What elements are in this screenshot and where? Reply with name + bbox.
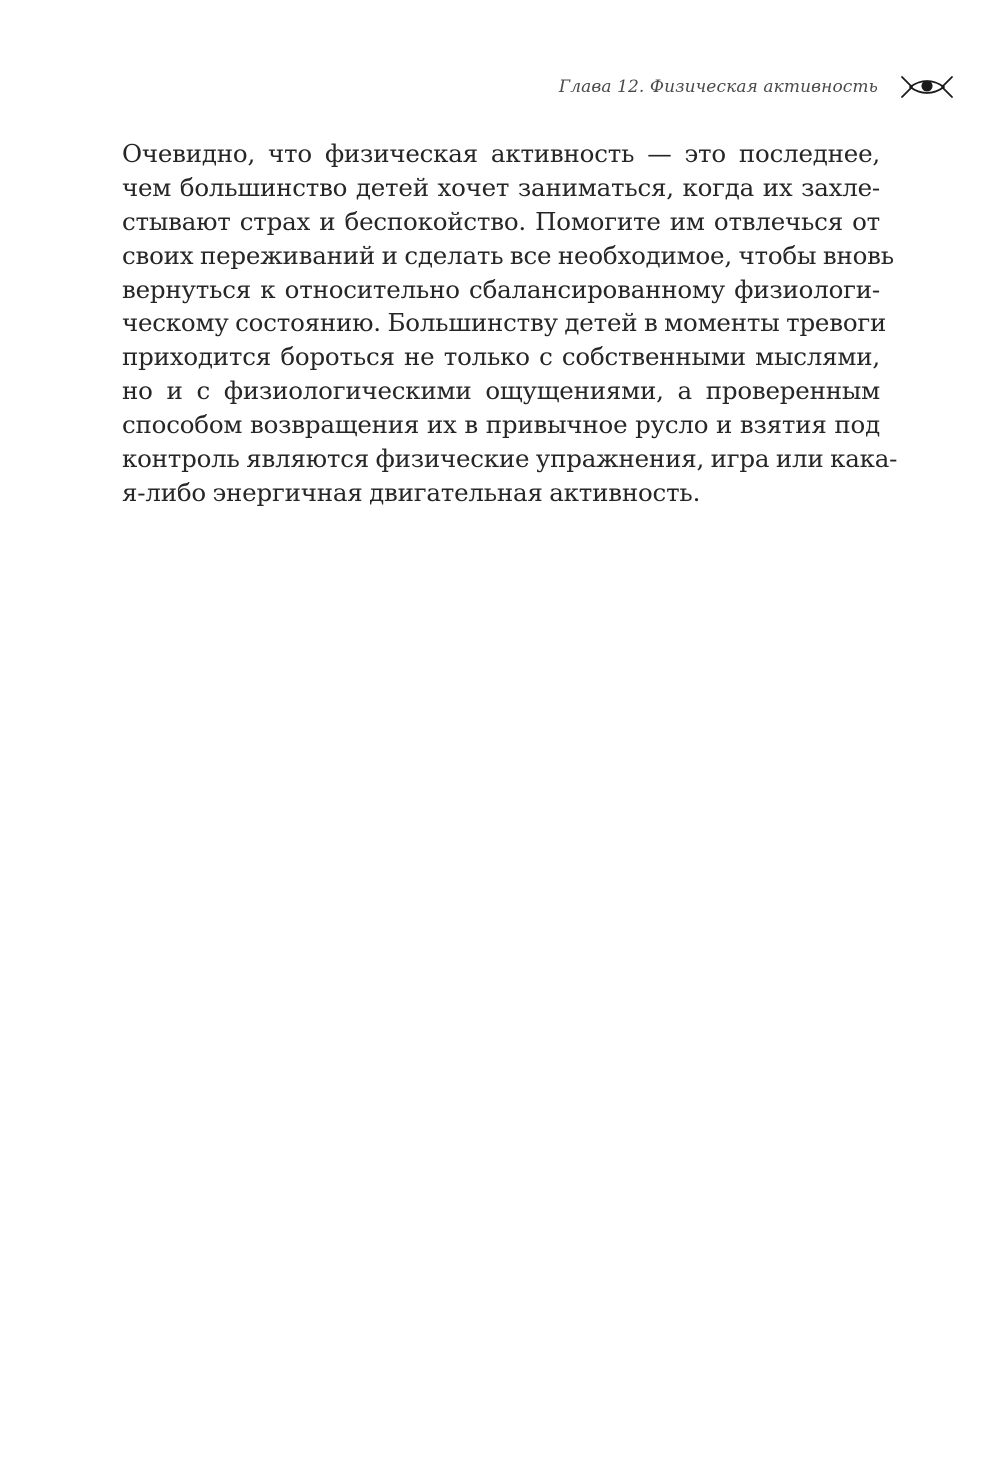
text-line: Очевидно, что физическая активность — это последнее,: [122, 139, 880, 168]
text-line: вернуться к относительно сбалансированному физиологи-: [122, 274, 880, 304]
text-line: я-либо энергичная двигательная активность.: [122, 477, 701, 507]
eye-icon: [898, 73, 956, 101]
running-title: Глава 12. Физическая активность: [558, 77, 878, 97]
text-line: ческому состоянию. Большинству детей в моменты тревоги: [122, 308, 887, 338]
text-line: приходится бороться не только с собственными мыслями,: [122, 342, 880, 372]
text-line: но и с физиологическими ощущениями, а проверенным: [122, 376, 880, 406]
body-paragraph: [122, 137, 898, 510]
text-line: чем большинство детей хочет заниматься, когда их захле-: [122, 172, 880, 202]
text-line: контроль являются физические упражнения, игра или кака-: [122, 444, 898, 474]
text-line: своих переживаний и сделать все необходимое, чтобы вновь: [122, 240, 894, 270]
text-line: стывают страх и беспокойство. Помогите им отвлечься от: [122, 206, 880, 236]
running-header: [559, 72, 956, 102]
text-line: способом возвращения их в привычное русло и взятия под: [122, 410, 880, 440]
